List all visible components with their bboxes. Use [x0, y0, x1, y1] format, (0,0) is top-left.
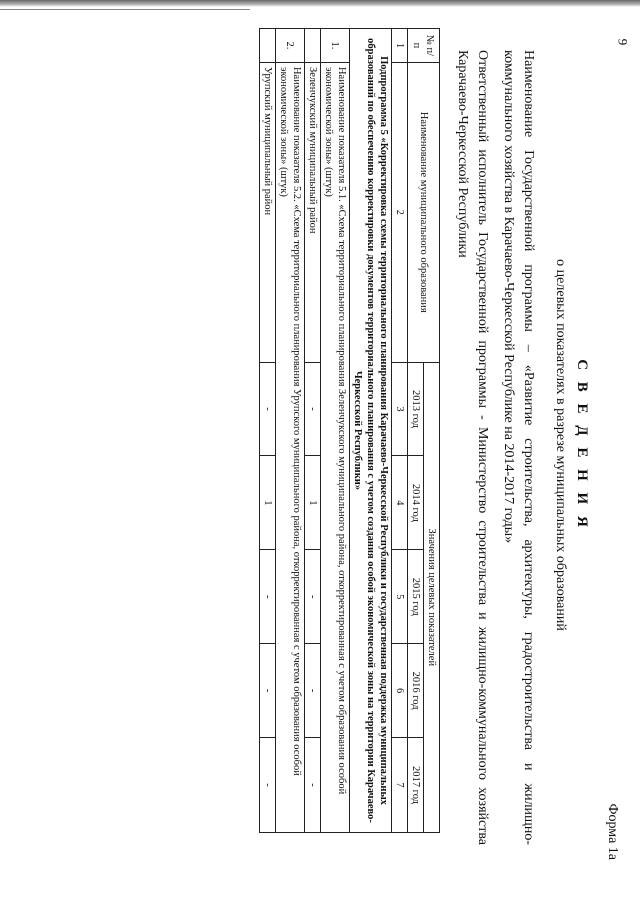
- value-cell: -: [260, 550, 276, 644]
- value-cell: -: [305, 550, 321, 644]
- indicators-table: [259, 28, 440, 833]
- header-name: Наименование муниципального образования: [408, 62, 440, 362]
- indicator-row: [321, 29, 350, 833]
- indicator-num: 1.: [321, 29, 350, 63]
- table-row: [260, 29, 276, 833]
- column-number: 3: [392, 362, 408, 456]
- header-values-group: Значения целевых показателей: [424, 362, 440, 832]
- header-year: 2013 год: [408, 362, 424, 456]
- indicator-text: Наименование показателя 5.2. «Схема территориального планирования Урупского муниципального района, откорректированная с учетом образования особой экономической зоны» (штук): [276, 62, 305, 832]
- header-year: 2017 год: [408, 738, 424, 833]
- scan-edge: [0, 0, 640, 7]
- column-numbers-row: [392, 29, 408, 833]
- indicator-num: 2.: [276, 29, 305, 63]
- district-name: Урупский муниципальный район: [260, 62, 276, 362]
- value-cell: 1: [305, 456, 321, 550]
- column-number: 2: [392, 62, 408, 362]
- column-number: 4: [392, 456, 408, 550]
- document-page: [20, 20, 620, 870]
- program-name-line: Наименование Государственной программы – «Развитие строительства, архитектуры, градостроительства и жилищно-коммунального хозяйства в Карачаево-Черкесской Республике на 2014-2017 годы»: [501, 50, 536, 845]
- column-number: 6: [392, 644, 408, 738]
- header-year: 2014 год: [408, 456, 424, 550]
- subprogram-row: [350, 29, 392, 833]
- value-cell: 1: [260, 456, 276, 550]
- header-year: 2016 год: [408, 644, 424, 738]
- value-cell: -: [305, 738, 321, 833]
- subprogram-title: Подпрограмма 5 «Корректировка схемы территориального планирования Карачаево-Черкесской Республики и государственная поддержка муниципальных образований по обеспечению корректировки документов территориального планирования с учетом создания особой экономической зоны на территории Карачаево-Черкесской Республики»: [350, 29, 392, 833]
- indicator-row: [276, 29, 305, 833]
- column-number: 7: [392, 738, 408, 833]
- document-subtitle: о целевых показателях в разрезе муниципальных образований: [553, 259, 568, 631]
- empty-cell: [305, 29, 321, 63]
- header-year: 2015 год: [408, 550, 424, 644]
- district-name: Зеленчукский муниципальный район: [305, 62, 321, 362]
- value-cell: -: [260, 362, 276, 456]
- page-number: 9: [614, 38, 630, 46]
- scan-line: [0, 9, 250, 10]
- empty-cell: [260, 29, 276, 63]
- executor-line: Ответственный исполнитель Государственной программы - Министерство строительства и жилищно-коммунального хозяйства Карачаево-Черкесской Республики: [455, 50, 490, 845]
- form-label: Форма 1а: [605, 803, 620, 860]
- value-cell: -: [260, 644, 276, 738]
- value-cell: -: [305, 644, 321, 738]
- value-cell: -: [260, 738, 276, 833]
- document-title: С В Е Д Е Н И Я: [574, 359, 590, 531]
- column-number: 5: [392, 550, 408, 644]
- header-num: № п/п: [408, 29, 440, 63]
- indicator-text: Наименование показателя 5.1. «Схема территориального планирования Зеленчукского муниципального района, откорректированная с учетом образования особой экономической зоны» (штук): [321, 62, 350, 832]
- value-cell: -: [305, 362, 321, 456]
- table-header-row: [424, 29, 440, 833]
- table-row: [305, 29, 321, 833]
- column-number: 1: [392, 29, 408, 63]
